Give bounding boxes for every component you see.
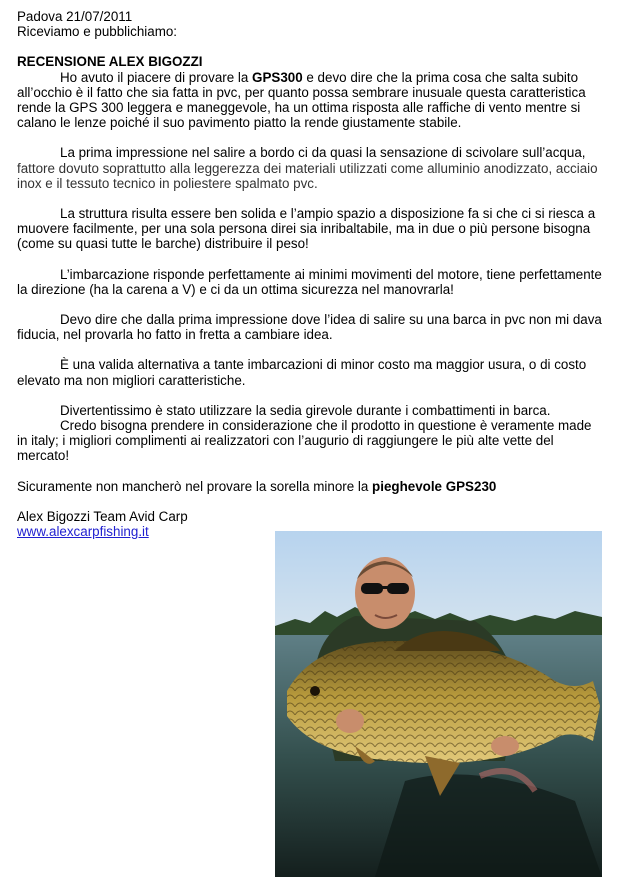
paragraph-6: È una valida alternativa a tante imbarcazioni di minor costo ma maggior usura, o di costo elevato ma non migliori caratteristiche. bbox=[17, 357, 587, 388]
paragraph-7: Divertentissimo è stato utilizzare la sedia girevole durante i combattimenti in barca. Credo bisogna prendere in considerazione che il prodotto in questione è veramente made in italy; i migliori complimenti ai realizzatori con l’augurio di raggiungere le più alte vette del mercato! bbox=[17, 402, 592, 464]
carp-photo bbox=[275, 531, 602, 877]
paragraph-1: Ho avuto il piacere di provare la GPS300 e devo dire che la prima cosa che salta subito all’occhio è il fatto che sia fatta in pvc, per quanto possa sembrare inusuale questa caratteristica rende la GPS 300 leggera e maneggevole, ha un ottima risposta alle raffiche di vento mentre si calano le lenze poiché il suo pavimento piatto la rende giustamente stabile. bbox=[17, 69, 586, 131]
paragraph-2: La prima impressione nel salire a bordo ci da quasi la sensazione di scivolare sull’acqua, fattore dovuto soprattutto alla leggerezza dei materiali utilizzati come alluminio anodizzato, acciaio inox e il tessuto tecnico in poliestere spalmato pvc. bbox=[17, 145, 598, 191]
product-name-gps230: pieghevole GPS230 bbox=[372, 478, 497, 494]
website-link[interactable]: www.alexcarpfishing.it bbox=[17, 524, 149, 540]
paragraph-8: Sicuramente non mancherò nel provare la sorella minore la pieghevole GPS230 bbox=[17, 478, 497, 494]
carp-photo-illustration bbox=[275, 531, 602, 877]
paragraph-5: Devo dire che dalla prima impressione dove l’idea di salire su una barca in pvc non mi dava fiducia, nel provarla ho fatto in fretta a cambiare idea. bbox=[17, 312, 602, 343]
signature-name: Alex Bigozzi Team Avid Carp bbox=[17, 508, 188, 524]
product-name-gps300: GPS300 bbox=[252, 69, 303, 85]
paragraph-3: La struttura risulta essere ben solida e l’ampio spazio a disposizione fa si che ci si riesca a muovere facilmente, per una sola persona direi sia inribaltabile, ma in due o più persone bisogna (come su quasi tutte le barche) distribuire il peso! bbox=[17, 206, 596, 252]
paragraph-4: L’imbarcazione risponde perfettamente ai minimi movimenti del motore, tiene perfettamente la direzione (ha la carena a V) e ci da un ottima sicurezza nel manovrarla! bbox=[17, 266, 602, 297]
document-page bbox=[17, 9, 609, 539]
review-title: RECENSIONE ALEX BIGOZZI bbox=[17, 54, 203, 70]
intro-line: Riceviamo e pubblichiamo: bbox=[17, 24, 178, 40]
date-line: Padova 21/07/2011 bbox=[17, 9, 133, 24]
